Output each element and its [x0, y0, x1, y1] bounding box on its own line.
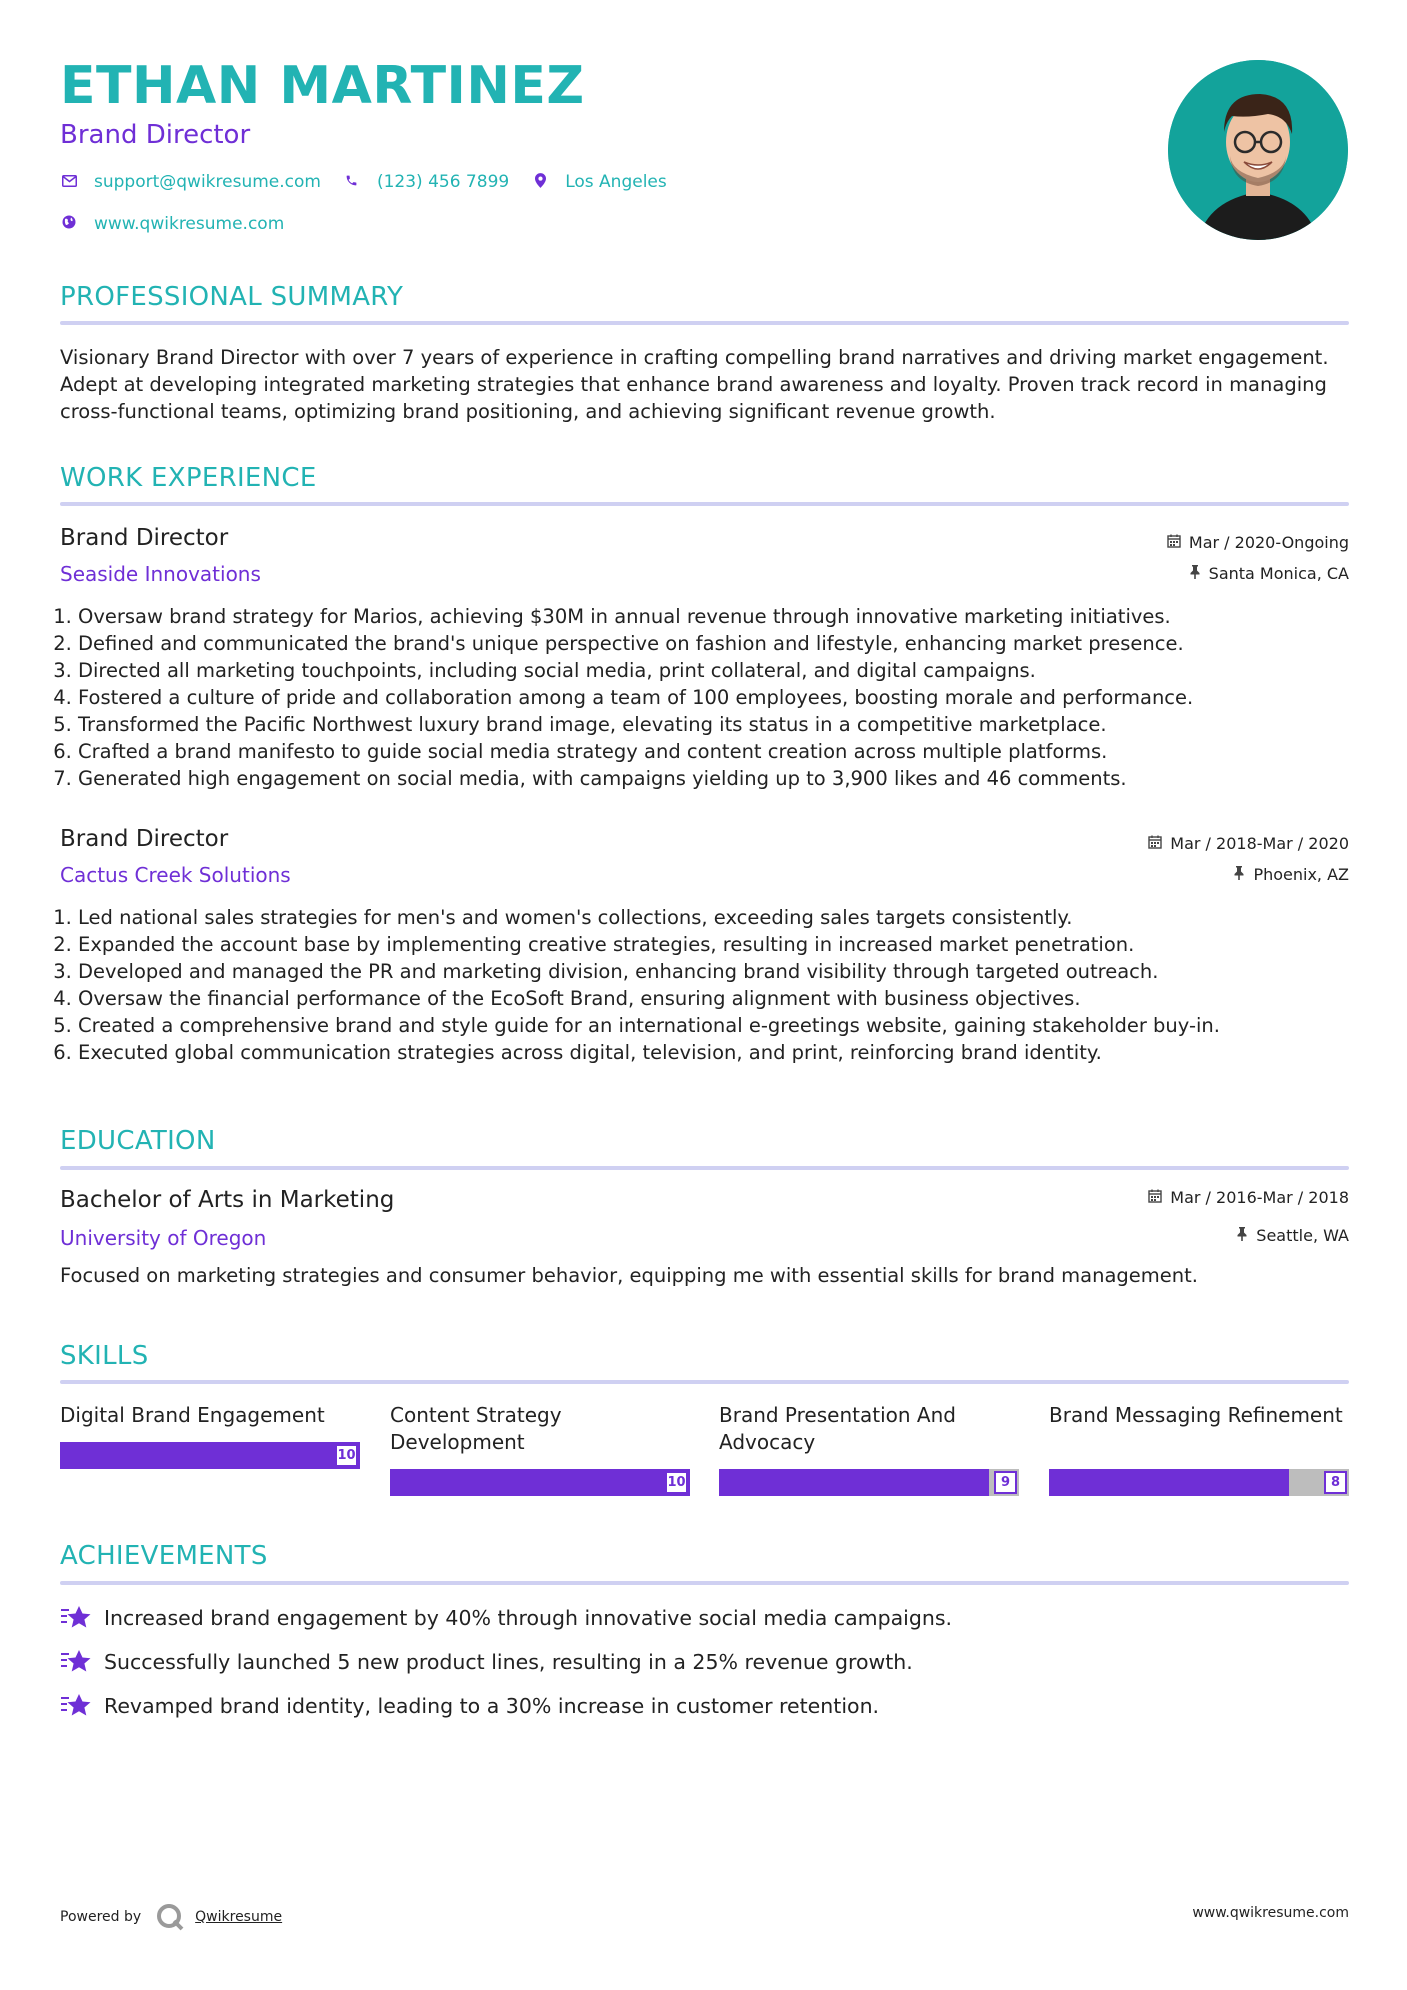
job-dates-text: Mar / 2020-Ongoing	[1188, 533, 1349, 552]
job-location	[1189, 564, 1349, 583]
achievement-item	[60, 1692, 879, 1720]
pushpin-icon	[1233, 866, 1245, 884]
education-dates	[1148, 1188, 1349, 1207]
skill-level-fill	[60, 1442, 360, 1469]
footer-powered-by	[60, 1902, 282, 1932]
summary-text: Visionary Brand Director with over 7 years of experience in crafting compelling brand narratives and driving market engagement. Adept at developing integrated marketing strategies that enhance brand awareness and loyalty. Proven track record in managing cross-functional teams, optimizing brand positioning, and achieving significant revenue growth.	[60, 346, 1329, 423]
job-bullets	[60, 904, 1367, 1066]
education-location-text: Seattle, WA	[1256, 1226, 1349, 1245]
star-icon	[60, 1692, 92, 1720]
candidate-role: Brand Director	[60, 120, 251, 150]
contact-email[interactable]	[60, 172, 321, 192]
list-item: 6. Crafted a brand manifesto to guide social media strategy and content creation across multiple platforms.	[78, 738, 1367, 765]
section-title-work: WORK EXPERIENCE	[60, 463, 317, 493]
contact-phone[interactable]	[343, 172, 509, 192]
list-item: 2. Expanded the account base by implementing creative strategies, resulting in increased market penetration.	[78, 931, 1367, 958]
contact-row	[60, 172, 689, 192]
job-dates	[1148, 834, 1349, 853]
star-icon	[60, 1604, 92, 1632]
contact-website[interactable]	[60, 214, 284, 234]
achievement-text: Successfully launched 5 new product lines, resulting in a 25% revenue growth.	[104, 1650, 913, 1674]
calendar-icon	[1148, 1189, 1162, 1207]
website-text: www.qwikresume.com	[94, 214, 285, 234]
list-item: 7. Generated high engagement on social media, with campaigns yielding up to 3,900 likes and 46 comments.	[78, 765, 1367, 792]
avatar	[1168, 60, 1348, 240]
list-item: 1. Led national sales strategies for men's and women's collections, exceeding sales targets consistently.	[78, 904, 1367, 931]
powered-by-text: Powered by	[60, 1909, 142, 1925]
qwikresume-link[interactable]: Qwikresume	[195, 1909, 283, 1925]
skill-name: Brand Presentation And Advocacy	[719, 1403, 956, 1454]
list-item: 5. Created a comprehensive brand and style guide for an international e-greetings website, gaining stakeholder buy-in.	[78, 1012, 1367, 1039]
skill-level-number: 8	[1324, 1471, 1347, 1494]
envelope-icon	[60, 173, 78, 191]
education-description: Focused on marketing strategies and consumer behavior, equipping me with essential skills for brand management.	[60, 1264, 1198, 1287]
job-company: Cactus Creek Solutions	[60, 863, 291, 887]
section-divider	[60, 502, 1349, 506]
skill-name: Content Strategy Development	[390, 1403, 562, 1454]
achievement-item	[60, 1648, 913, 1676]
skill-level-bar	[1049, 1469, 1349, 1496]
section-title-achievements: ACHIEVEMENTS	[60, 1541, 268, 1571]
achievement-text: Increased brand engagement by 40% through innovative social media campaigns.	[104, 1606, 953, 1630]
job-location	[1233, 865, 1349, 884]
email-text: support@qwikresume.com	[94, 172, 321, 192]
skill-level-number: 10	[665, 1471, 688, 1494]
star-icon	[60, 1648, 92, 1676]
skill-name: Brand Messaging Refinement	[1049, 1403, 1343, 1427]
skill-item	[60, 1402, 360, 1463]
section-divider	[60, 1380, 1349, 1384]
section-title-summary: PROFESSIONAL SUMMARY	[60, 282, 404, 312]
phone-text: (123) 456 7899	[376, 172, 510, 192]
skill-level-bar	[60, 1442, 360, 1469]
job-dates-text: Mar / 2018-Mar / 2020	[1170, 834, 1349, 853]
list-item: 3. Developed and managed the PR and marketing division, enhancing brand visibility through targeted outreach.	[78, 958, 1367, 985]
list-item: 6. Executed global communication strategies across digital, television, and print, reinforcing brand identity.	[78, 1039, 1367, 1066]
section-divider	[60, 321, 1349, 325]
skill-level-fill	[1049, 1469, 1289, 1496]
calendar-icon	[1167, 534, 1181, 552]
education-dates-text: Mar / 2016-Mar / 2018	[1170, 1188, 1349, 1207]
job-location-text: Santa Monica, CA	[1208, 564, 1349, 583]
list-item: 5. Transformed the Pacific Northwest luxury brand image, elevating its status in a competitive marketplace.	[78, 711, 1367, 738]
degree-title: Bachelor of Arts in Marketing	[60, 1187, 395, 1213]
school-name: University of Oregon	[60, 1226, 267, 1250]
skill-level-bar	[390, 1469, 690, 1496]
skill-item	[719, 1402, 1019, 1490]
contact-location	[531, 172, 667, 192]
job-title: Brand Director	[60, 826, 229, 852]
list-item: 4. Fostered a culture of pride and collaboration among a team of 100 employees, boosting morale and performance.	[78, 684, 1367, 711]
skill-level-number: 9	[994, 1471, 1017, 1494]
list-item: 2. Defined and communicated the brand's unique perspective on fashion and lifestyle, enhancing market presence.	[78, 630, 1367, 657]
qwikresume-logo-icon	[155, 1902, 185, 1932]
achievement-text: Revamped brand identity, leading to a 30% increase in customer retention.	[104, 1694, 880, 1718]
job-dates	[1167, 533, 1349, 552]
list-item: 1. Oversaw brand strategy for Marios, achieving $30M in annual revenue through innovative marketing initiatives.	[78, 603, 1367, 630]
phone-icon	[343, 173, 361, 191]
skill-level-bar	[719, 1469, 1019, 1496]
section-divider	[60, 1581, 1349, 1585]
list-item: 4. Oversaw the financial performance of the EcoSoft Brand, ensuring alignment with business objectives.	[78, 985, 1367, 1012]
candidate-name: ETHAN MARTINEZ	[60, 56, 585, 116]
section-title-education: EDUCATION	[60, 1126, 216, 1156]
avatar-photo	[1168, 60, 1348, 240]
section-divider	[60, 1166, 1349, 1170]
skill-level-fill	[390, 1469, 690, 1496]
calendar-icon	[1148, 835, 1162, 853]
pushpin-icon	[1236, 1227, 1248, 1245]
list-item: 3. Directed all marketing touchpoints, including social media, print collateral, and digital campaigns.	[78, 657, 1367, 684]
map-pin-icon	[531, 173, 549, 192]
job-title: Brand Director	[60, 525, 229, 551]
skill-name: Digital Brand Engagement	[60, 1403, 325, 1427]
skill-item	[1049, 1402, 1349, 1490]
job-location-text: Phoenix, AZ	[1253, 865, 1349, 884]
contact-row-website	[60, 214, 306, 234]
location-text: Los Angeles	[565, 172, 667, 192]
job-bullets	[60, 603, 1367, 792]
section-title-skills: SKILLS	[60, 1341, 149, 1371]
achievement-item	[60, 1604, 952, 1632]
globe-icon	[60, 215, 78, 233]
skill-level-number: 10	[335, 1444, 358, 1467]
pushpin-icon	[1189, 565, 1201, 583]
skill-item	[390, 1402, 690, 1490]
job-company: Seaside Innovations	[60, 562, 261, 586]
footer-url[interactable]: www.qwikresume.com	[1192, 1905, 1349, 1921]
education-location	[1236, 1226, 1349, 1245]
skill-level-fill	[719, 1469, 989, 1496]
